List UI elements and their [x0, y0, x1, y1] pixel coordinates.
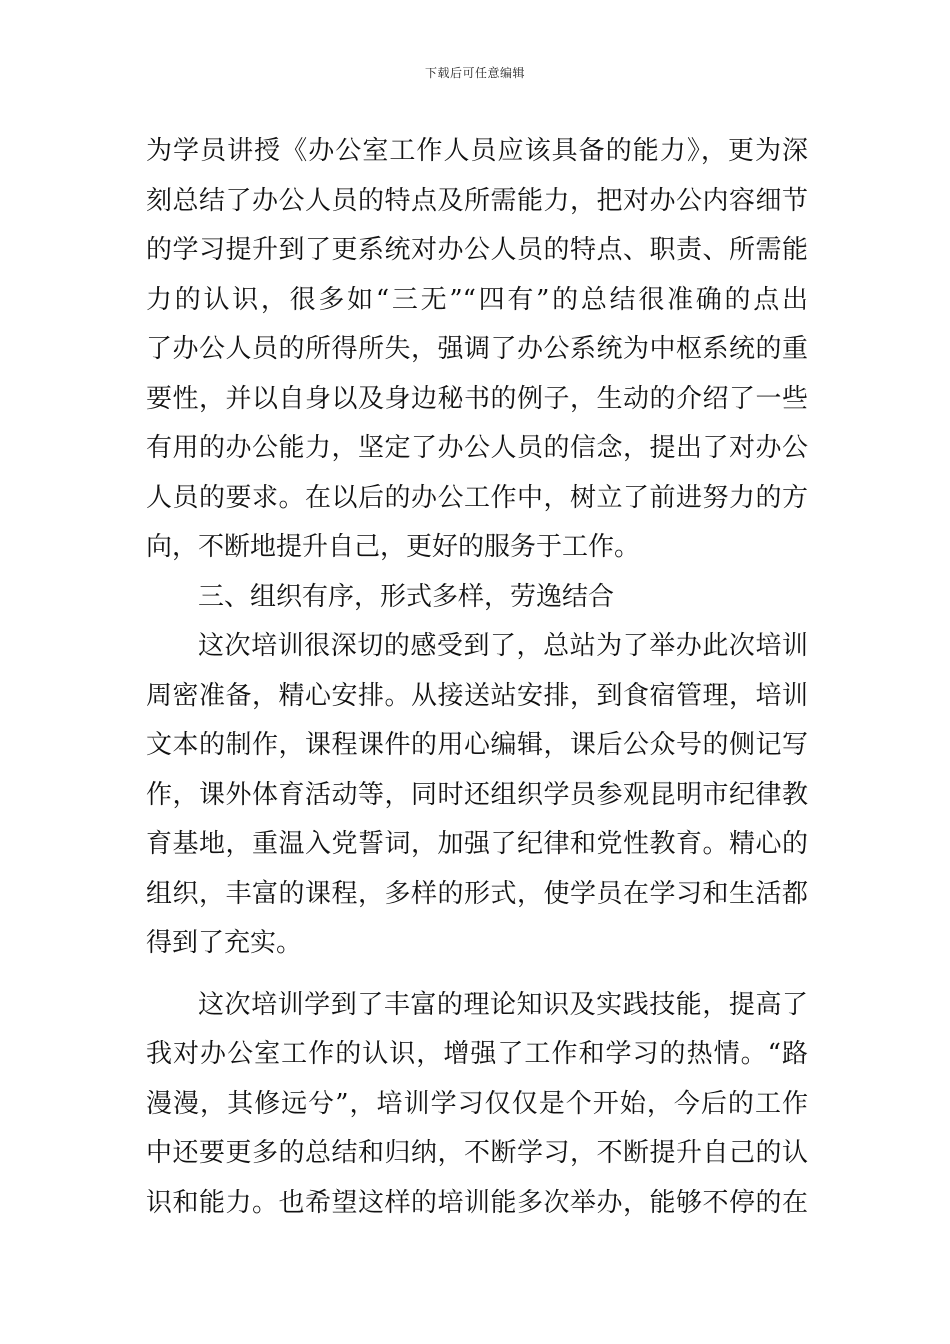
text-line: 这次培训学到了丰富的理论知识及实践技能，提高了 — [198, 989, 808, 1020]
header-note: 下载后可任意编辑 — [424, 66, 525, 80]
text-line: 这次培训很深切的感受到了，总站为了举办此次培训 — [198, 631, 808, 661]
text-line: 的学习提升到了更系统对办公人员的特点、职责、所需能 — [146, 235, 808, 265]
text-line: 识和能力。也希望这样的培训能多次举办，能够不停的在 — [146, 1187, 808, 1218]
text-line: 组织，丰富的课程，多样的形式，使学员在学习和生活都 — [146, 878, 808, 909]
text-line: 力的认识，很多如“三无”“四有”的总结很准确的点出 — [146, 284, 808, 315]
text-line: 文本的制作，课程课件的用心编辑，课后公众号的侧记写 — [146, 730, 808, 760]
paragraph-gap — [146, 969, 808, 981]
text-line: 人员的要求。在以后的办公工作中，树立了前进努力的方 — [146, 482, 808, 513]
text-line: 向，不断地提升自己，更好的服务于工作。 — [146, 532, 641, 562]
text-line: 周密准备，精心安排。从接送站安排，到食宿管理，培训 — [146, 680, 808, 711]
text-line: 中还要更多的总结和归纳，不断学习，不断提升自己的认 — [146, 1138, 808, 1168]
text-line: 漫漫，其修远兮”，培训学习仅仅是个开始，今后的工作 — [146, 1088, 808, 1119]
text-line: 了办公人员的所得所失，强调了办公系统为中枢系统的重 — [146, 334, 808, 364]
document-body — [146, 127, 808, 1228]
text-line: 作，课外体育活动等，同时还组织学员参观昆明市纪律教 — [146, 779, 808, 810]
text-line: 为学员讲授《办公室工作人员应该具备的能力》，更为深 — [146, 136, 808, 166]
section-heading: 三、组织有序，形式多样，劳逸结合 — [198, 581, 615, 612]
text-line: 我对办公室工作的认识，增强了工作和学习的热情。“路 — [146, 1039, 808, 1069]
text-line: 刻总结了办公人员的特点及所需能力，把对办公内容细节 — [146, 185, 808, 216]
text-line: 要性，并以自身以及身边秘书的例子，生动的介绍了一些 — [146, 383, 808, 414]
text-line: 得到了充实。 — [146, 928, 303, 958]
text-line: 有用的办公能力，坚定了办公人员的信念，提出了对办公 — [146, 433, 808, 463]
text-line: 育基地，重温入党誓词，加强了纪律和党性教育。精心的 — [146, 829, 808, 859]
